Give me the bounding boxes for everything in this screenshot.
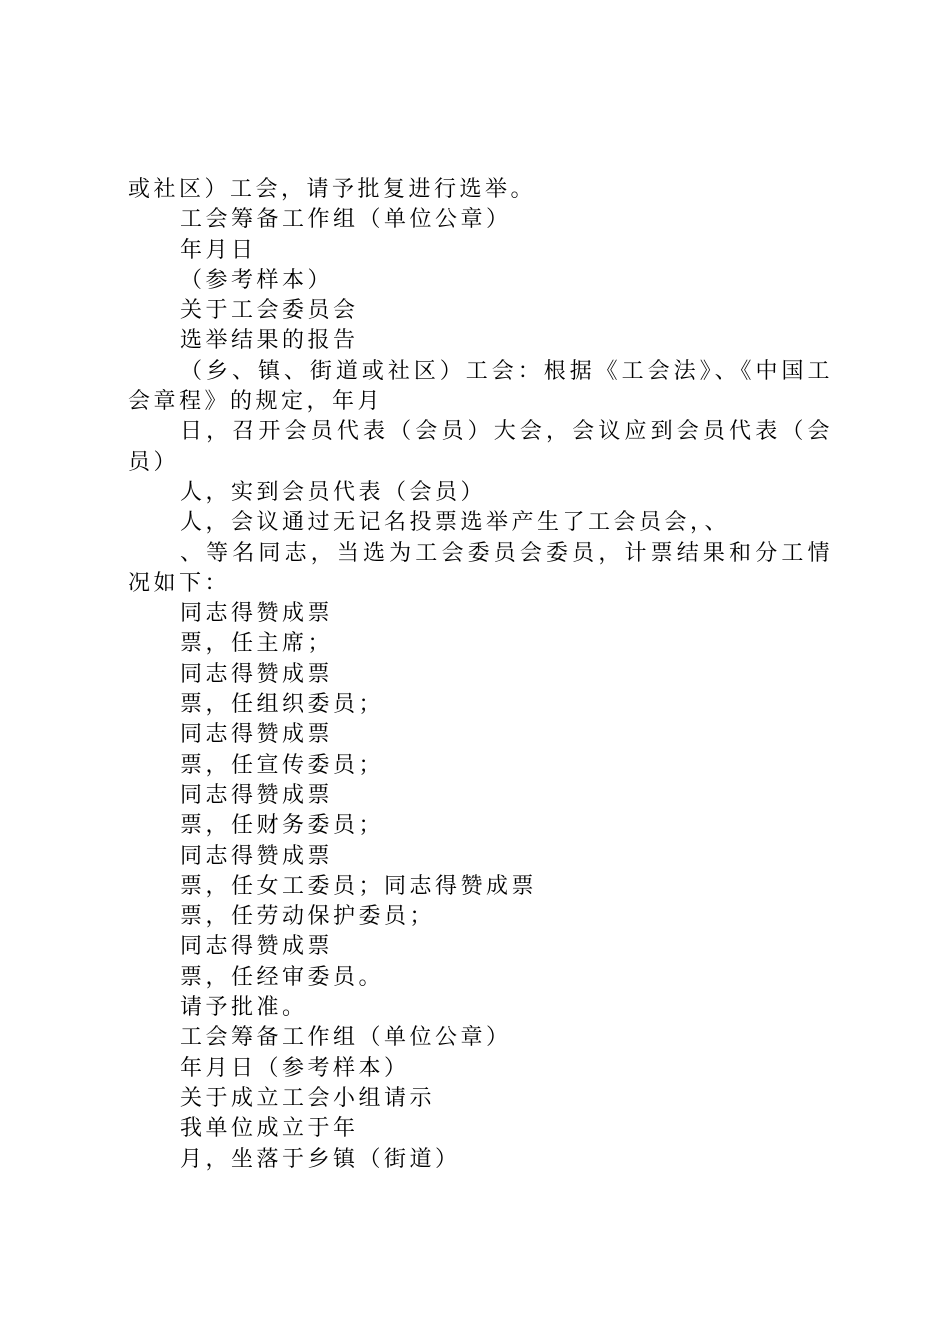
paragraph-25: 请予批准。 xyxy=(180,995,308,1021)
paragraph-24: 票，任经审委员。 xyxy=(180,964,385,990)
paragraph-5: 关于工会委员会 xyxy=(180,298,359,324)
paragraph-14: 同志得赞成票 xyxy=(180,661,334,687)
paragraph-2: 工会筹备工作组（单位公章） xyxy=(180,207,512,233)
paragraph-12: 同志得赞成票 xyxy=(180,601,334,627)
paragraph-20: 同志得赞成票 xyxy=(180,843,334,869)
paragraph-3: 年月日 xyxy=(180,237,257,263)
paragraph-9: 人，实到会员代表（会员） xyxy=(180,479,487,505)
document-body xyxy=(128,175,833,1175)
paragraph-27: 年月日（参考样本） xyxy=(180,1055,410,1081)
paragraph-7: （乡、镇、街道或社区）工会：根据《工会法》、《中国工会章程》的规定，年月 xyxy=(128,358,833,415)
paragraph-16: 同志得赞成票 xyxy=(180,722,334,748)
paragraph-22: 票，任劳动保护委员； xyxy=(180,904,436,930)
paragraph-30: 月，坐落于乡镇（街道） xyxy=(180,1146,461,1172)
paragraph-21: 票，任女工委员；同志得赞成票 xyxy=(180,873,538,899)
paragraph-6: 选举结果的报告 xyxy=(180,328,359,354)
paragraph-11: 、等名同志，当选为工会委员会委员，计票结果和分工情况如下： xyxy=(128,540,833,596)
paragraph-26: 工会筹备工作组（单位公章） xyxy=(180,1025,512,1051)
paragraph-18: 同志得赞成票 xyxy=(180,782,334,808)
paragraph-8: 日，召开会员代表（会员）大会，会议应到会员代表（会员） xyxy=(128,419,833,475)
paragraph-13: 票，任主席； xyxy=(180,631,334,657)
paragraph-17: 票，任宣传委员； xyxy=(180,752,385,778)
paragraph-1: 或社区）工会，请予批复进行选举。 xyxy=(128,177,537,202)
paragraph-4: （参考样本） xyxy=(180,267,334,293)
paragraph-29: 我单位成立于年 xyxy=(180,1116,359,1142)
paragraph-23: 同志得赞成票 xyxy=(180,934,334,960)
paragraph-10: 人，会议通过无记名投票选举产生了工会员会，、 xyxy=(180,510,731,536)
paragraph-19: 票，任财务委员； xyxy=(180,813,385,839)
paragraph-15: 票，任组织委员； xyxy=(180,692,385,718)
paragraph-28: 关于成立工会小组请示 xyxy=(180,1085,436,1111)
